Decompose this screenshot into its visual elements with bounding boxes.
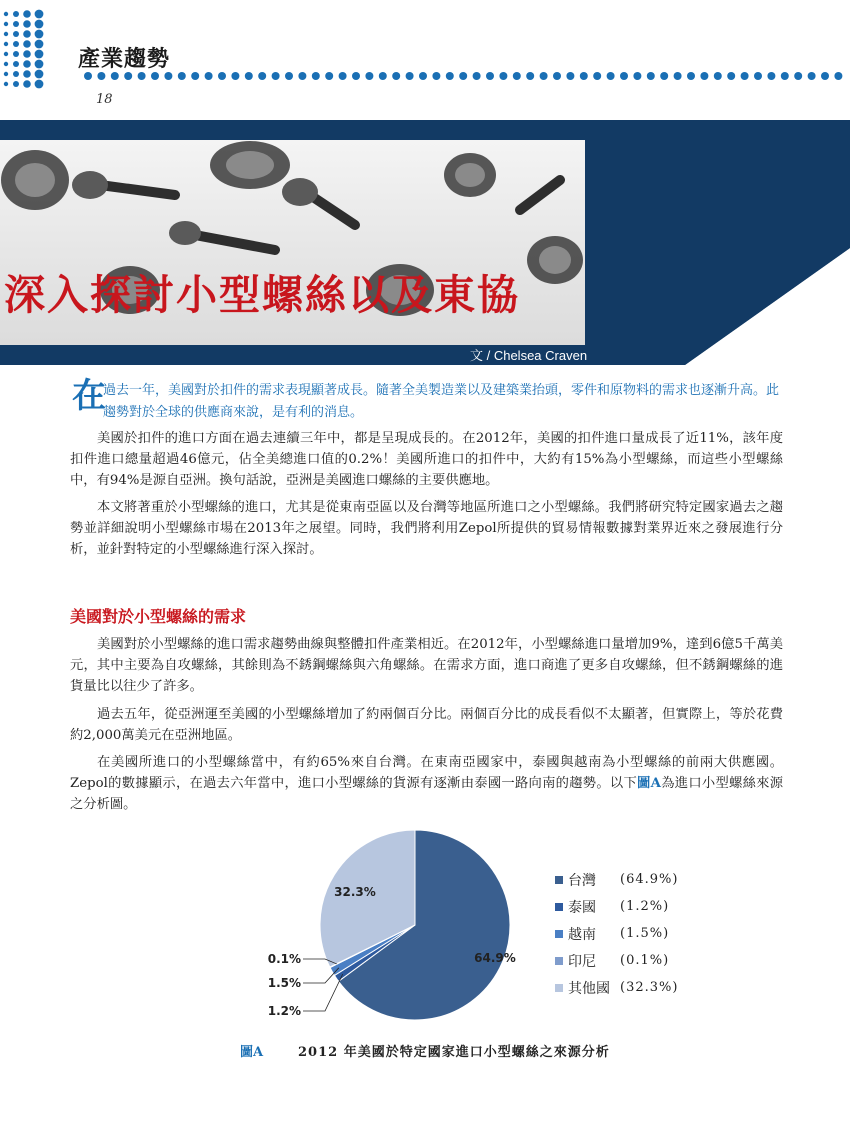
figure-label: 圖A [240,1045,264,1060]
divider-dot [406,72,414,80]
divider-dot [258,72,266,80]
article-title: 深入探討小型螺絲以及東協 [4,271,520,319]
intro-paragraph: 過去一年，美國對於扣件的需求表現顯著成長。隨著全美製造業以及建築業抬頭，零件和原物料的需求也逐漸升高。此趨勢對於全球的供應商來說，是有利的消息。 [103,383,780,420]
legend-item [555,920,678,947]
logo-dot [13,81,19,87]
divider-dot [272,72,280,80]
logo-dot [23,80,31,88]
divider-dot [553,72,561,80]
logo-dot [13,11,19,17]
legend-value: (0.1%) [620,953,670,968]
divider-dot [821,72,829,80]
section-title: 產業趨勢 [78,47,171,72]
page-number: 18 [96,92,113,107]
divider-dot [633,72,641,80]
divider-dot [138,72,146,80]
logo-dot [23,40,31,48]
legend-value: (1.5%) [620,926,670,941]
divider-dot [834,72,842,80]
divider-dot [687,72,695,80]
divider-dot [620,72,628,80]
logo-dot [35,50,44,59]
divider-dot [285,72,293,80]
divider-dot [379,72,387,80]
legend-swatch [555,903,563,911]
logo-dot [23,10,31,18]
data-label: 1.2% [267,1004,301,1018]
divider-dot [607,72,615,80]
logo-dot [13,41,19,47]
logo-dot [13,51,19,57]
divider-dot [111,72,119,80]
divider-dot [325,72,333,80]
legend-label: 其他國 [568,980,610,997]
p5-text-after: 為進口小型螺絲來源之分析圖。 [70,776,783,812]
divider-dot [298,72,306,80]
body-paragraph-5 [70,752,783,815]
data-label: 1.5% [267,976,301,990]
legend-label: 台灣 [568,872,596,889]
legend-swatch [555,957,563,965]
body-paragraph-4: 過去五年，從亞洲運至美國的小型螺絲增加了約兩個百分比。兩個百分比的成長看似不太顯著，但實際上，等於花費約2,000萬美元在亞洲地區。 [70,707,783,743]
logo-dot [13,61,19,67]
divider-dot [794,72,802,80]
divider-dot [513,72,521,80]
divider-dot [124,72,132,80]
divider-dot [446,72,454,80]
legend-item [555,866,678,893]
logo-dot [35,30,44,39]
logo-dot [4,42,8,46]
divider-dot [164,72,172,80]
legend-item [555,893,678,920]
logo-dot [4,82,8,86]
logo-dot [23,70,31,78]
logo-dots [0,0,78,100]
logo-dot [35,70,44,79]
data-label: 32.3% [334,885,376,899]
divider-dot [566,72,574,80]
figure-caption: 2012 年美國於特定國家進口小型螺絲之來源分析 [298,1045,610,1060]
body-paragraph-2: 本文將著重於小型螺絲的進口，尤其是從東南亞區以及台灣等地區所進口之小型螺絲。我們將研究特定國家過去之趨勢並詳細說明小型螺絲市場在2013年之展望。同時，我們將利用Zepol所提供的貿易情報數據對業界近來之發展進行分析，並針對特定的小型螺絲進行深入探討。 [70,500,783,557]
legend-value: (32.3%) [620,980,679,995]
author-byline: 文 / Chelsea Craven [470,348,588,363]
logo-dot [35,20,44,29]
divider-dot [151,72,159,80]
divider-dot [205,72,213,80]
dotted-divider [82,70,850,82]
divider-dot [767,72,775,80]
logo-dot [4,12,8,16]
divider-dot [352,72,360,80]
legend-label: 泰國 [568,899,596,916]
divider-dot [580,72,588,80]
body-paragraph-1: 美國於扣件的進口方面在過去連續三年中，都是呈現成長的。在2012年，美國的扣件進口量成長了近11%，該年度扣件進口總量超過46億元，佔全美總進口值的0.2%！美國所進口的扣件中，大約有15%為小型螺絲，而這些小型螺絲中，有94%是源自亞洲。換句話說，亞洲是美國進口螺絲的主要供應地。 [70,431,783,488]
divider-dot [714,72,722,80]
logo-dot [35,60,44,69]
logo-dot [35,40,44,49]
legend-item [555,974,678,1001]
divider-dot [365,72,373,80]
divider-dot [432,72,440,80]
legend-value: (1.2%) [620,899,670,914]
legend-label: 越南 [568,926,596,943]
section-subheading: 美國對於小型螺絲的需求 [70,607,247,626]
divider-dot [660,72,668,80]
divider-dot [459,72,467,80]
divider-dot [473,72,481,80]
divider-dot [700,72,708,80]
divider-dot [499,72,507,80]
logo-dot [35,10,44,19]
logo-dot [35,80,44,89]
logo-dot [4,62,8,66]
divider-dot [231,72,239,80]
divider-dot [84,72,92,80]
divider-dot [97,72,105,80]
chart-legend [555,866,678,1001]
divider-dot [178,72,186,80]
divider-dot [339,72,347,80]
divider-dot [741,72,749,80]
dropcap: 在 [72,376,106,416]
p5-text-before: 在美國所進口的小型螺絲當中，有約65%來自台灣。在東南亞國家中，泰國與越南為小型螺絲的前兩大供應國。Zepol的數據顯示，在過去六年當中，進口小型螺絲的貨源有逐漸由泰國一路向南的趨勢。以下 [70,755,783,791]
divider-dot [392,72,400,80]
divider-dot [781,72,789,80]
logo-dot [4,32,8,36]
legend-item [555,947,678,974]
data-label: 64.9% [474,951,516,965]
divider-dot [245,72,253,80]
divider-dot [419,72,427,80]
legend-swatch [555,930,563,938]
divider-dot [727,72,735,80]
legend-value: (64.9%) [620,872,679,887]
data-label: 0.1% [267,952,301,966]
logo-dot [13,31,19,37]
divider-dot [191,72,199,80]
divider-dot [486,72,494,80]
logo-dot [4,52,8,56]
banner-wedge [585,120,850,365]
logo-dot [13,21,19,27]
figure-reference: 圖A [637,776,661,791]
logo-dot [13,71,19,77]
divider-dot [312,72,320,80]
legend-label: 印尼 [568,953,596,970]
divider-dot [218,72,226,80]
divider-dot [808,72,816,80]
logo-dot [4,22,8,26]
logo-dot [23,60,31,68]
legend-swatch [555,876,563,884]
body-paragraph-3: 美國對於小型螺絲的進口需求趨勢曲線與整體扣件產業相近。在2012年，小型螺絲進口量增加9%，達到6億5千萬美元，其中主要為自攻螺絲，其餘則為不銹鋼螺絲與六角螺絲。在需求方面，進口商進了更多自攻螺絲，但不銹鋼螺絲的進貨量比以往少了許多。 [70,637,783,694]
divider-dot [754,72,762,80]
legend-swatch [555,984,563,992]
logo-dot [4,72,8,76]
divider-dot [593,72,601,80]
logo-dot [23,50,31,58]
divider-dot [647,72,655,80]
logo-dot [23,20,31,28]
divider-dot [540,72,548,80]
divider-dot [674,72,682,80]
logo-dot [23,30,31,38]
divider-dot [526,72,534,80]
